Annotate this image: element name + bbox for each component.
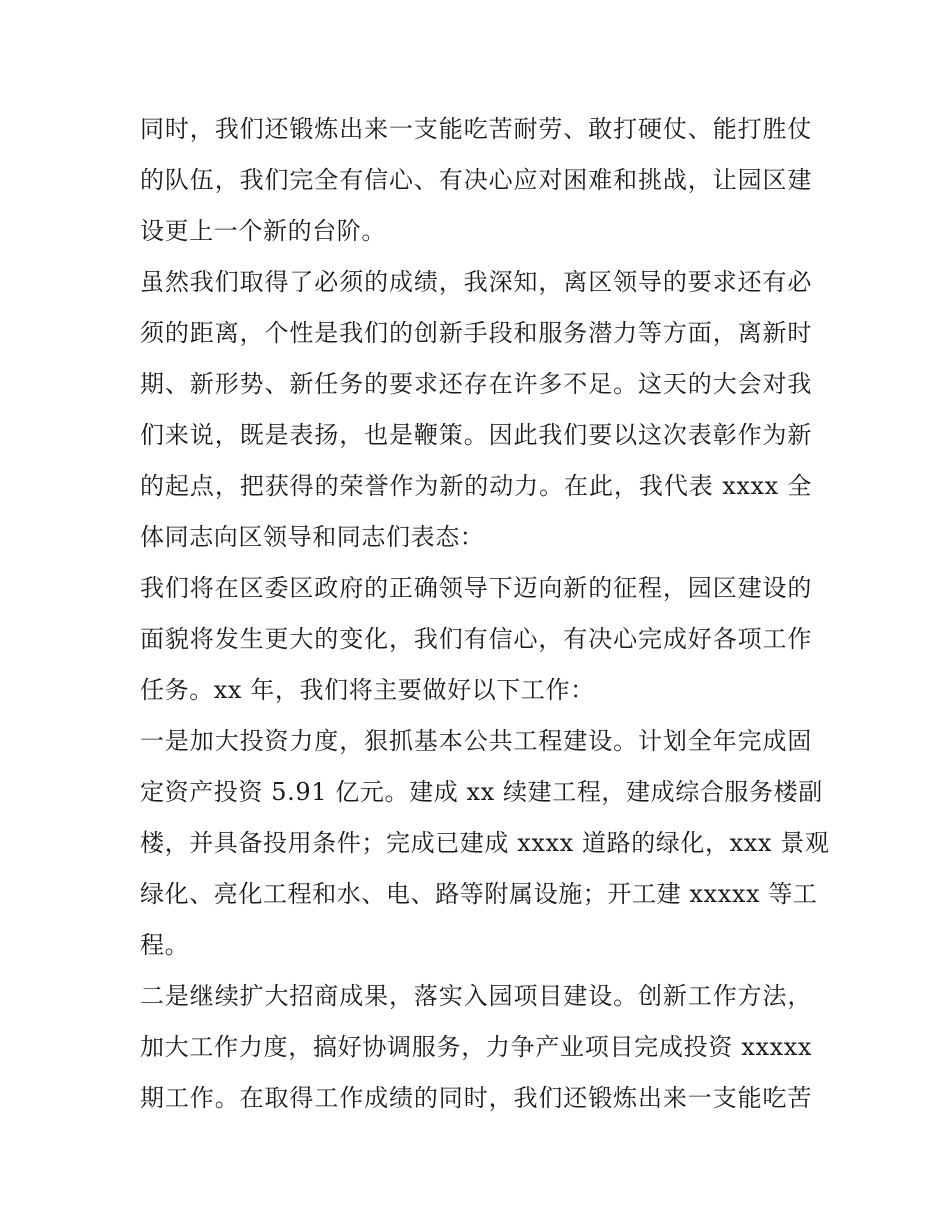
text-line: 定资产投资 5.91 亿元。建成 xx 续建工程，建成综合服务楼副	[140, 778, 823, 806]
text-line: 的起点，把获得的荣誉作为新的动力。在此，我代表 xxxx 全	[140, 472, 812, 500]
text-line: 绿化、亮化工程和水、电、路等附属设施；开工建 xxxxx 等工	[140, 880, 818, 908]
text-line: 体同志向区领导和同志们表态：	[140, 523, 485, 551]
text-line: 的队伍，我们完全有信心、有决心应对困难和挑战，让园区建	[140, 166, 812, 194]
text-line: 一是加大投资力度，狠抓基本公共工程建设。计划全年完成固	[140, 727, 812, 755]
document-body	[140, 104, 830, 1124]
text-line: 们来说，既是表扬，也是鞭策。因此我们要以这次表彰作为新	[140, 421, 812, 449]
text-line: 程。	[140, 931, 190, 959]
text-line: 二是继续扩大招商成果，落实入园项目建设。创新工作方法，	[140, 982, 812, 1010]
text-line: 期、新形势、新任务的要求还存在许多不足。这天的大会对我	[140, 370, 812, 398]
text-line: 同时，我们还锻炼出来一支能吃苦耐劳、敢打硬仗、能打胜仗	[140, 115, 812, 143]
text-line: 加大工作力度，搞好协调服务，力争产业项目完成投资 xxxxx	[140, 1033, 812, 1061]
text-line: 我们将在区委区政府的正确领导下迈向新的征程，园区建设的	[140, 574, 812, 602]
text-line: 设更上一个新的台阶。	[140, 217, 386, 245]
text-line: 任务。xx 年，我们将主要做好以下工作：	[140, 676, 595, 704]
text-line: 须的距离，个性是我们的创新手段和服务潜力等方面，离新时	[140, 319, 812, 347]
text-line: 楼，并具备投用条件；完成已建成 xxxx 道路的绿化，xxx 景观	[140, 829, 830, 857]
text-line: 期工作。在取得工作成绩的同时，我们还锻炼出来一支能吃苦	[140, 1084, 812, 1112]
text-line: 面貌将发生更大的变化，我们有信心，有决心完成好各项工作	[140, 625, 812, 653]
text-line: 虽然我们取得了必须的成绩，我深知，离区领导的要求还有必	[140, 268, 812, 296]
